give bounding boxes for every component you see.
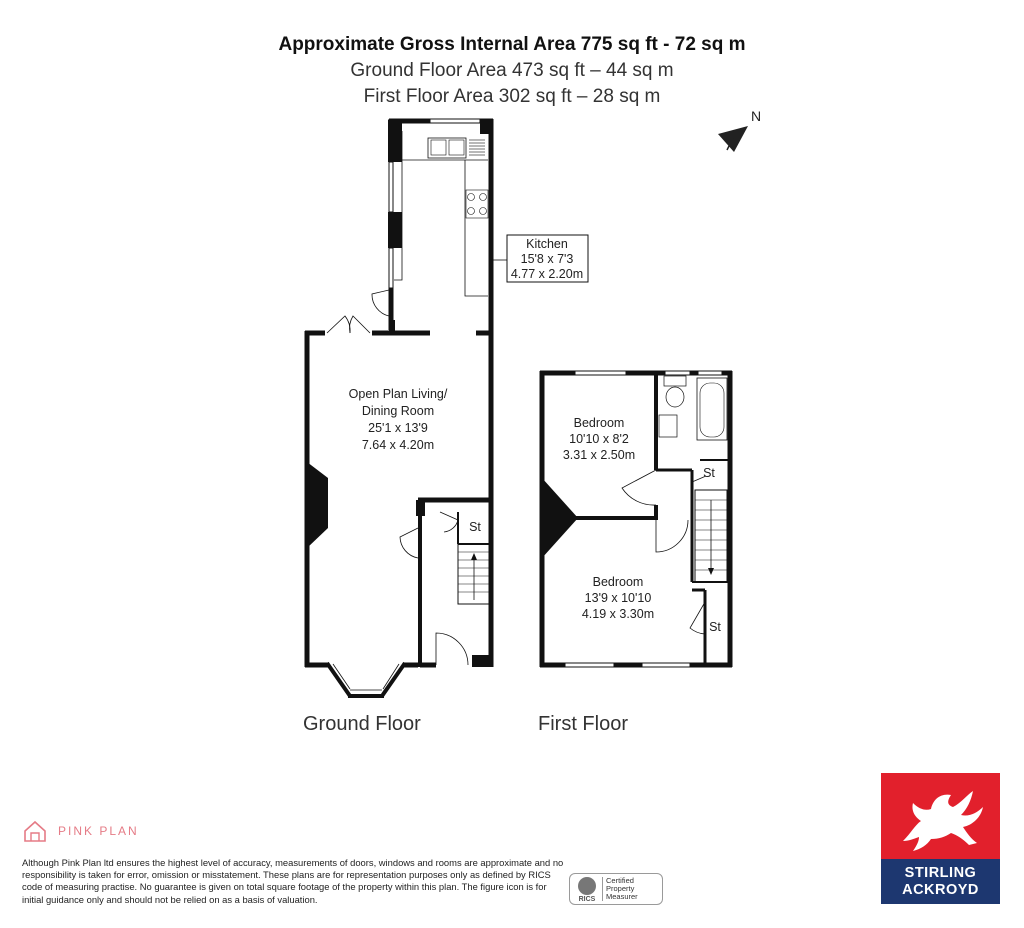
brand-red-panel <box>881 773 1000 859</box>
brand-navy-panel <box>881 859 1000 904</box>
living-name-line2: Dining Room <box>361 404 435 418</box>
stirling-ackroyd-logo <box>881 773 1000 904</box>
rics-mark-text: RICS <box>578 896 596 903</box>
rics-line-1: Certified <box>606 876 634 885</box>
ground-store-label: St <box>469 520 481 534</box>
rics-divider <box>602 877 603 901</box>
brand-name-line2: ACKROYD <box>902 882 979 898</box>
bedroom1-name: Bedroom <box>573 416 625 430</box>
rics-line-3: Measurer <box>606 892 638 901</box>
first-floor-area: First Floor Area 302 sq ft – 28 sq m <box>363 86 661 107</box>
brand-name-line1: STIRLING <box>904 865 977 881</box>
pink-plan-logo <box>22 818 139 844</box>
compass-label: N <box>751 108 762 124</box>
bedroom2-imperial: 13'9 x 10'10 <box>584 591 652 605</box>
rics-logo-icon <box>578 877 596 895</box>
gross-area-title: Approximate Gross Internal Area 775 sq ft - 72 sq m <box>278 34 746 55</box>
ground-floor-area: Ground Floor Area 473 sq ft – 44 sq m <box>350 60 674 81</box>
rics-mark <box>576 877 598 903</box>
pink-plan-name: PINK PLAN <box>58 824 139 838</box>
bedroom2-name: Bedroom <box>592 575 644 589</box>
disclaimer-text: Although Pink Plan ltd ensures the highest level of accuracy, measurements of doors, windows and rooms are approximate and no responsibility is taken for error, omission or misstatement. These plans are for representation purposes only as defined by RICS code of measuring practise. No guarantee is given on total square footage of the property within this plan. The figure icon is for initial guidance only and should not be relied on as a basis of valuation. <box>22 857 564 905</box>
kitchen-name: Kitchen <box>526 237 568 251</box>
griffin-icon <box>881 773 1000 859</box>
first-floor-plan <box>540 371 732 667</box>
kitchen-imperial: 15'8 x 7'3 <box>520 252 574 266</box>
living-name-line1: Open Plan Living/ <box>348 387 448 401</box>
bedroom2-metric: 4.19 x 3.30m <box>581 607 655 621</box>
rics-line-2: Property <box>606 884 635 893</box>
bedroom1-metric: 3.31 x 2.50m <box>562 448 636 462</box>
living-imperial: 25'1 x 13'9 <box>368 421 428 435</box>
first-floor-label: First Floor <box>538 713 628 735</box>
kitchen-metric: 4.77 x 2.20m <box>510 267 584 281</box>
bedroom1-imperial: 10'10 x 8'2 <box>569 432 629 446</box>
compass-icon <box>718 108 761 152</box>
rics-badge <box>569 873 663 905</box>
first-store-label-1: St <box>703 466 715 480</box>
first-store-label-2: St <box>709 620 721 634</box>
living-metric: 7.64 x 4.20m <box>361 438 435 452</box>
pink-house-icon <box>22 818 48 844</box>
ground-floor-label: Ground Floor <box>303 713 421 735</box>
